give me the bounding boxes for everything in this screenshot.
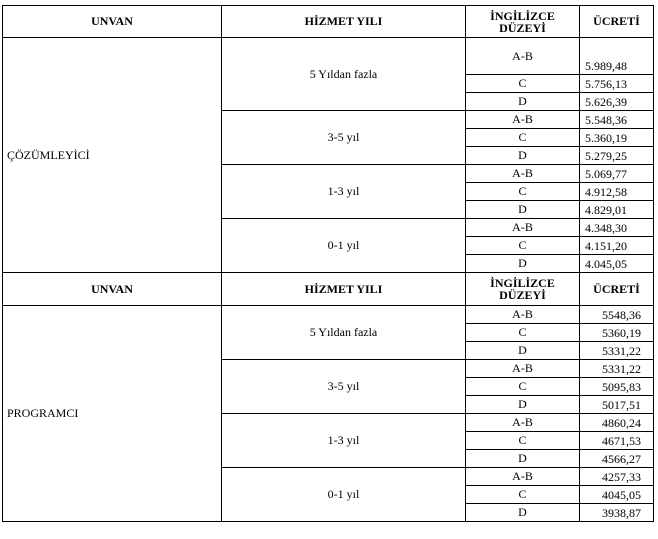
english-level: C xyxy=(466,129,580,147)
pay-value: 4045,05 xyxy=(580,486,654,504)
pay-value: 4257,33 xyxy=(580,468,654,486)
english-level: A-B xyxy=(466,306,580,324)
header-hizmet-yili: HİZMET YILI xyxy=(222,6,466,38)
english-level: C xyxy=(466,183,580,201)
header-row xyxy=(3,6,654,38)
pay-value: 5.069,77 xyxy=(580,165,654,183)
pay-value: 3938,87 xyxy=(580,504,654,522)
pay-value: 5.548,36 xyxy=(580,111,654,129)
salary-table-sheet xyxy=(2,5,653,522)
pay-value: 4.912,58 xyxy=(580,183,654,201)
section-title: ÇÖZÜMLEYİCİ xyxy=(3,38,222,273)
pay-value: 4.829,01 xyxy=(580,201,654,219)
pay-value: 4671,53 xyxy=(580,432,654,450)
pay-value: 5331,22 xyxy=(580,342,654,360)
section-title: PROGRAMCI xyxy=(3,306,222,522)
pay-value: 5.756,13 xyxy=(580,75,654,93)
english-level: C xyxy=(466,237,580,255)
header-row xyxy=(3,273,654,306)
english-level: A-B xyxy=(466,468,580,486)
service-years: 0-1 yıl xyxy=(222,468,466,522)
header-ingilizce-line2: DÜZEYİ xyxy=(499,288,546,302)
pay-value: 5331,22 xyxy=(580,360,654,378)
english-level: A-B xyxy=(466,165,580,183)
english-level: D xyxy=(466,504,580,522)
header-ingilizce-duzeyi xyxy=(466,6,580,38)
pay-value: 4.348,30 xyxy=(580,219,654,237)
service-years: 3-5 yıl xyxy=(222,360,466,414)
service-years: 5 Yıldan fazla xyxy=(222,38,466,111)
service-years: 0-1 yıl xyxy=(222,219,466,273)
pay-value: 4.045,05 xyxy=(580,255,654,273)
header-ingilizce-line1: İNGİLİZCE xyxy=(490,8,555,23)
service-years: 3-5 yıl xyxy=(222,111,466,165)
english-level: A-B xyxy=(466,38,580,75)
header-ucreti: ÜCRETİ xyxy=(580,6,654,38)
header-ucreti: ÜCRETİ xyxy=(580,273,654,306)
pay-value: 5.626,39 xyxy=(580,93,654,111)
pay-value: 4566,27 xyxy=(580,450,654,468)
english-level: D xyxy=(466,255,580,273)
header-ingilizce-line2: DÜZEYİ xyxy=(499,20,546,35)
english-level: D xyxy=(466,450,580,468)
header-unvan: UNVAN xyxy=(3,273,222,306)
english-level: D xyxy=(466,147,580,165)
english-level: A-B xyxy=(466,111,580,129)
service-years: 1-3 yıl xyxy=(222,165,466,219)
english-level: C xyxy=(466,486,580,504)
pay-value: 4.151,20 xyxy=(580,237,654,255)
pay-value: 5095,83 xyxy=(580,378,654,396)
pay-value: 5548,36 xyxy=(580,306,654,324)
english-level: A-B xyxy=(466,360,580,378)
english-level: D xyxy=(466,396,580,414)
english-level: A-B xyxy=(466,219,580,237)
english-level: C xyxy=(466,324,580,342)
pay-value: 5.989,48 xyxy=(580,38,654,75)
salary-table xyxy=(2,5,654,522)
header-ingilizce-line1: İNGİLİZCE xyxy=(490,276,555,290)
english-level: C xyxy=(466,432,580,450)
table-row xyxy=(3,38,654,75)
service-years: 5 Yıldan fazla xyxy=(222,306,466,360)
header-unvan: UNVAN xyxy=(3,6,222,38)
pay-value: 5017,51 xyxy=(580,396,654,414)
english-level: D xyxy=(466,93,580,111)
english-level: D xyxy=(466,201,580,219)
pay-value: 5.360,19 xyxy=(580,129,654,147)
english-level: C xyxy=(466,378,580,396)
header-hizmet-yili: HİZMET YILI xyxy=(222,273,466,306)
header-ingilizce-duzeyi xyxy=(466,273,580,306)
table-row xyxy=(3,306,654,324)
english-level: C xyxy=(466,75,580,93)
service-years: 1-3 yıl xyxy=(222,414,466,468)
english-level: A-B xyxy=(466,414,580,432)
pay-value: 5.279,25 xyxy=(580,147,654,165)
pay-value: 4860,24 xyxy=(580,414,654,432)
english-level: D xyxy=(466,342,580,360)
pay-value: 5360,19 xyxy=(580,324,654,342)
